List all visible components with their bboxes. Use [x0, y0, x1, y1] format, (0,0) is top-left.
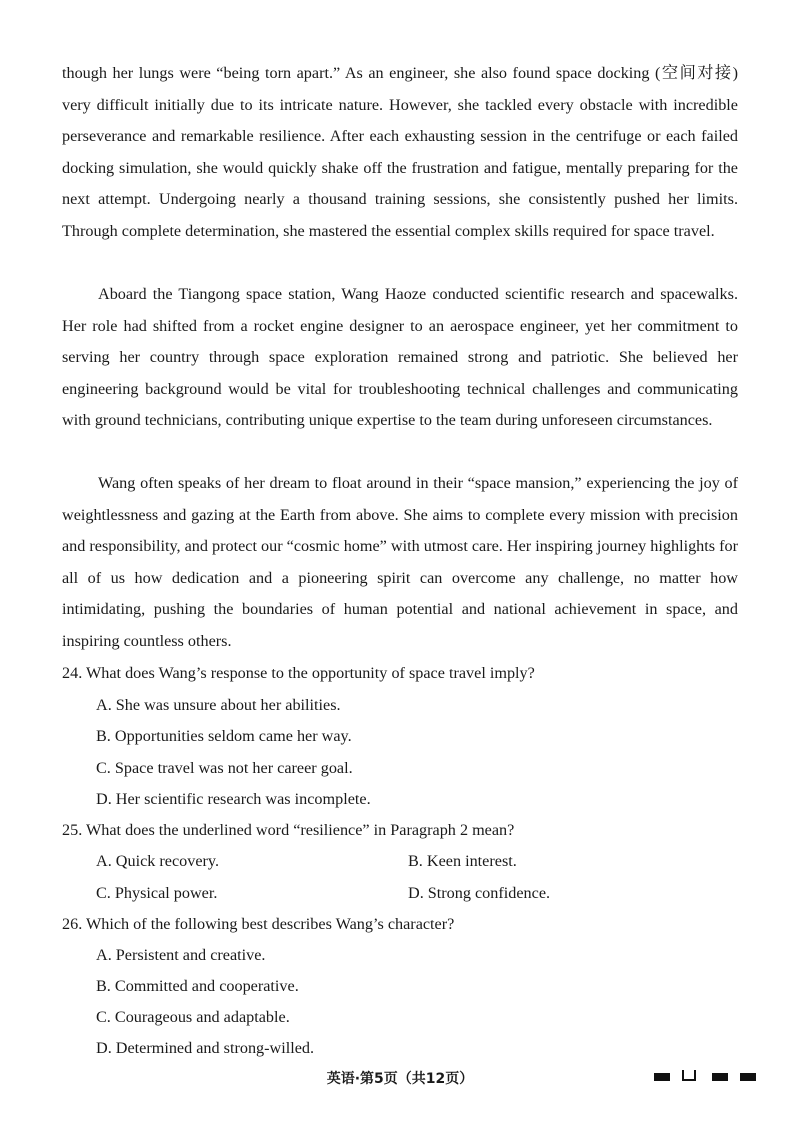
passage-paragraph-1: though her lungs were “being torn apart.” As an engineer, she also found space docking (空间对接) very difficult initially due to its intricate nature. However, she tackled every obstacle with incredible perseverance and remarkable resilience. After each exhausting session in the centrifuge or each failed docking simulation, she would quickly shake off the frustration and fatigue, mentally preparing for the next attempt. Undergoing nearly a thousand training sessions, she consistently pushed her limits. Through complete determination, she mastered the essential complex skills required for space travel.	[62, 64, 738, 240]
question-25-option-a: A. Quick recovery.	[96, 852, 220, 870]
question-26-option-a: A. Persistent and creative.	[96, 946, 266, 964]
question-26-option-b: B. Committed and cooperative.	[96, 977, 299, 995]
question-26-stem: 26. Which of the following best describes Wang’s character?	[62, 915, 455, 933]
question-24-option-b: B. Opportunities seldom came her way.	[96, 727, 352, 745]
question-25-option-d: D. Strong confidence.	[408, 884, 551, 902]
passage-paragraph-3: Wang often speaks of her dream to float around in their “space mansion,” experiencing the joy of weightlessness and gazing at the Earth from above. She aims to complete every mission with precision and responsibility, and protect our “cosmic home” with utmost care. Her inspiring journey highlights for all of us how dedication and a pioneering spirit can overcome any challenge, no matter how intimidating, pushing the boundaries of human potential and national achievement in space, and inspiring countless others.	[62, 474, 738, 650]
question-25-option-c: C. Physical power.	[96, 884, 218, 902]
question-24-option-d: D. Her scientific research was incomplete.	[96, 790, 371, 808]
question-25-stem: 25. What does the underlined word “resilience” in Paragraph 2 mean?	[62, 821, 515, 839]
passage-paragraph-2: Aboard the Tiangong space station, Wang Haoze conducted scientific research and spacewalks. Her role had shifted from a rocket engine designer to an aerospace engineer, yet her commitment to serving her country through space exploration remained strong and patriotic. She believed her engineering background would be vital for troubleshooting technical challenges and communicating with ground technicians, contributing unique expertise to the team during unforeseen circumstances.	[62, 285, 738, 429]
page-footer: 英语·第5页（共12页）	[326, 1071, 474, 1087]
code-mark-bracket	[682, 1070, 696, 1081]
question-24-option-a: A. She was unsure about her abilities.	[96, 696, 341, 714]
code-mark-block	[712, 1073, 728, 1081]
question-24-option-c: C. Space travel was not her career goal.	[96, 759, 353, 777]
question-26-option-c: C. Courageous and adaptable.	[96, 1008, 290, 1026]
code-mark-block	[740, 1073, 756, 1081]
question-24-stem: 24. What does Wang’s response to the opportunity of space travel imply?	[62, 664, 535, 682]
question-25-option-b: B. Keen interest.	[408, 852, 517, 870]
question-26-option-d: D. Determined and strong-willed.	[96, 1039, 315, 1057]
code-mark-block	[654, 1073, 670, 1081]
